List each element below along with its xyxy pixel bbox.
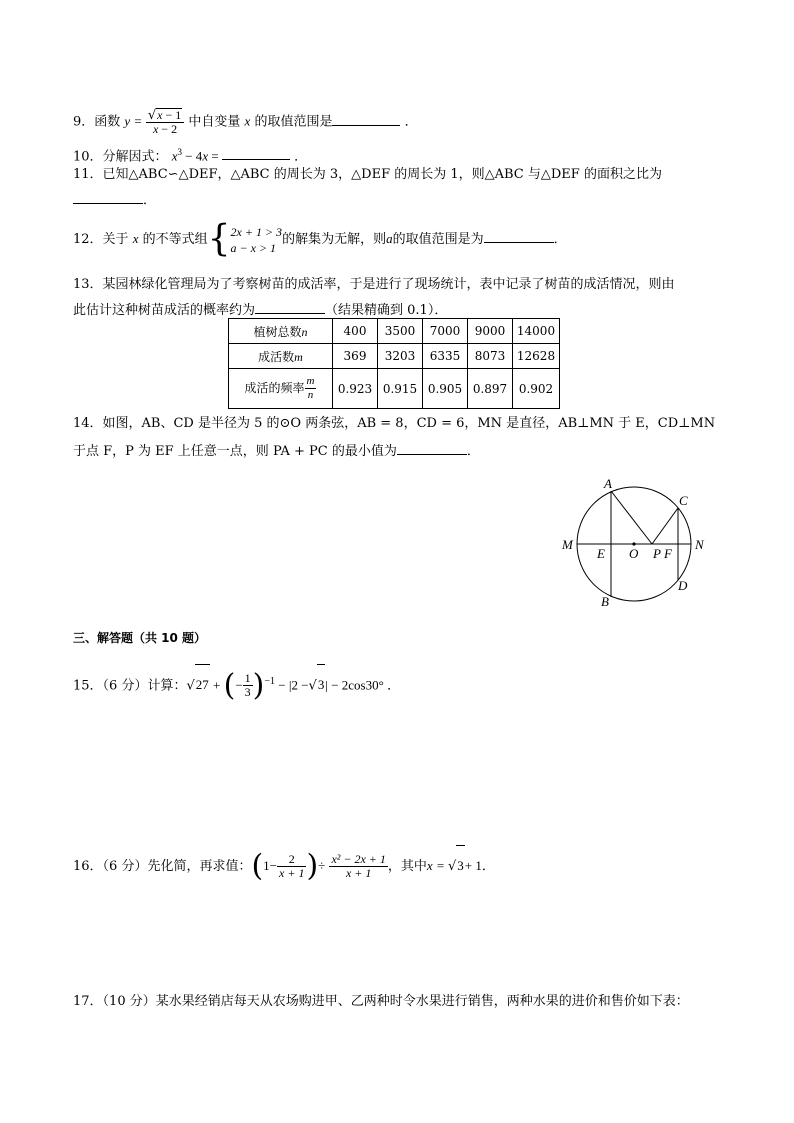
label-D: D — [678, 578, 688, 593]
table-header: 植树总数n — [229, 319, 333, 344]
table-cell: 0.923 — [333, 369, 378, 409]
question-9: 9．函数 y = $\frac{√x - 1}{x - 2}$ 中自变量 x 的取值范围是 ． — [73, 108, 418, 136]
label-O: O — [629, 546, 639, 561]
circle-geometry-figure — [555, 472, 725, 612]
table-cell: 400 — [333, 319, 378, 344]
answer-blank[interactable] — [222, 145, 290, 160]
seedling-survival-table — [228, 318, 560, 409]
table-cell: 7000 — [423, 319, 468, 344]
q9-fraction: $\frac{√x - 1}{x - 2}$ — [146, 108, 184, 136]
question-15: 15．（6 分）计算：√27 + (− $\frac{1}{3}$ )$^{-1}$ − |2 −√3| − 2cos30° ． — [73, 662, 400, 706]
table-cell: 3203 — [378, 344, 423, 369]
label-PF: P F — [653, 546, 672, 561]
question-17: 17．（10 分）某水果经销店每天从农场购进甲、乙两种时令水果进行销售，两种水果的进价和售价如下表： — [73, 994, 689, 1009]
question-14-line2: 于点 F，P 为 EF 上任意一点，则 PA + PC 的最小值为 ． — [73, 440, 480, 461]
answer-blank[interactable] — [73, 189, 143, 204]
question-11-line2: ． — [73, 189, 156, 210]
table-row — [229, 344, 560, 369]
table-cell: 0.915 — [378, 369, 423, 409]
table-cell: 14000 — [513, 319, 560, 344]
table-cell: 3500 — [378, 319, 423, 344]
question-14-line1: 14．如图，AB、CD 是半径为 5 的⊙O 两条弦，AB = 8，CD = 6，MN 是直径，AB⊥MN 于 E，CD⊥MN — [73, 416, 716, 431]
label-B: B — [601, 594, 609, 609]
table-header: 成活的频率 $\frac{m}{n}$ — [229, 369, 333, 409]
label-E: E — [597, 546, 605, 561]
table-cell: 12628 — [513, 344, 560, 369]
answer-blank[interactable] — [255, 299, 325, 314]
table-cell: 6335 — [423, 344, 468, 369]
question-16: 16．（6 分）先化简，再求值：(1− $\frac{2}{x + 1}$ )÷ $\frac{\text{x² − 2x + 1}}{x + 1}$ ，其中x = √3+ 1． — [73, 845, 495, 887]
question-13-line1: 13．某园林绿化管理局为了考察树苗的成活率，于是进行了现场统计，表中记录了树苗的成活情况，则由 — [73, 277, 675, 292]
answer-blank[interactable] — [484, 228, 554, 243]
label-A: A — [604, 476, 612, 491]
table-cell: 0.902 — [513, 369, 560, 409]
answer-blank[interactable] — [332, 111, 400, 126]
label-N: N — [695, 537, 704, 552]
table-row — [229, 319, 560, 344]
question-11: 11．已知△ABC∽△DEF，△ABC 的周长为 3，△DEF 的周长为 1，则△ABC 与△DEF 的面积之比为 — [73, 167, 662, 182]
answer-blank[interactable] — [397, 440, 467, 455]
table-cell: 369 — [333, 344, 378, 369]
table-cell: 0.905 — [423, 369, 468, 409]
section-heading: 三、解答题（共 10 题） — [73, 631, 207, 645]
inequality-system: 2x + 1 > 3 a − x > 1 — [230, 224, 283, 255]
table-cell: 0.897 — [468, 369, 513, 409]
label-C: C — [679, 493, 688, 508]
question-12: 12．关于 x 的不等式组{ 2x + 1 > 3 a − x > 1 的解集为无解，则a的取值范围是为 ． — [73, 218, 567, 260]
question-13-line2: 此估计这种树苗成活的概率约为 （结果精确到 0.1）． — [73, 299, 447, 320]
label-M: M — [562, 537, 573, 552]
question-10: 10．分解因式： $x^3 - 4x$ = ． — [73, 147, 308, 165]
table-row — [229, 369, 560, 409]
table-cell: 9000 — [468, 319, 513, 344]
table-header: 成活数m — [229, 344, 333, 369]
table-cell: 8073 — [468, 344, 513, 369]
